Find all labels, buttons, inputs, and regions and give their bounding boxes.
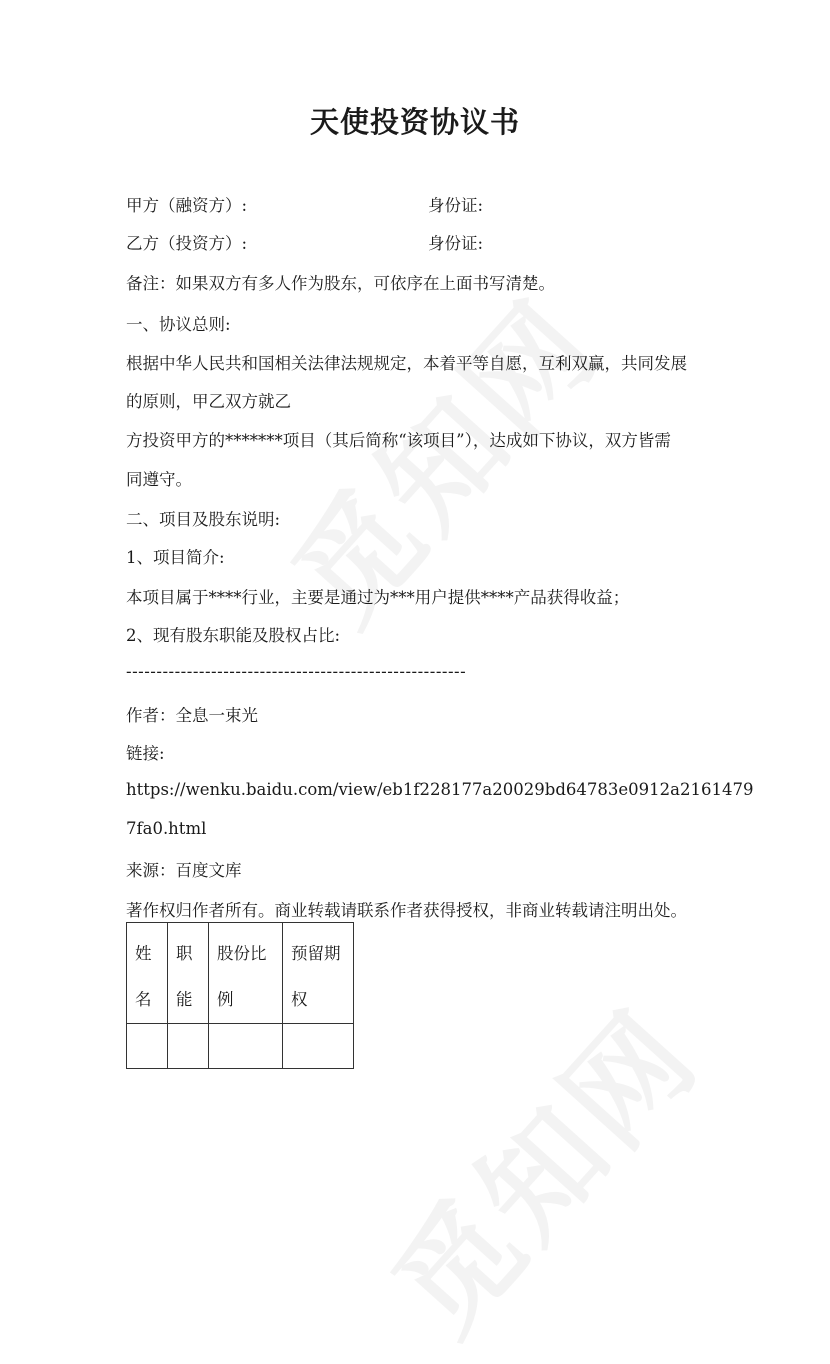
header-cell-role: 职能 <box>168 923 209 1024</box>
item2-heading: 2、现有股东职能及股权占比: <box>126 626 341 645</box>
party-b-label: 乙方（投资方）: <box>126 234 248 253</box>
table-cell <box>283 1024 354 1069</box>
party-a-id-label: 身份证: <box>428 196 484 215</box>
header-cell-name: 姓名 <box>127 923 168 1024</box>
section2-heading: 二、项目及股东说明: <box>126 510 281 529</box>
section1-paragraph-line: 同遵守。 <box>126 470 192 489</box>
section1-heading: 一、协议总则: <box>126 315 231 334</box>
source-line: 来源：百度文库 <box>126 861 242 880</box>
document-title: 天使投资协议书 <box>309 105 520 139</box>
item1-text: 本项目属于****行业，主要是通过为***用户提供****产品获得收益； <box>126 588 630 607</box>
divider-line: -------------------------------------------------------- <box>126 662 467 681</box>
section1-paragraph-line: 根据中华人民共和国相关法律法规规定，本着平等自愿，互利双赢，共同发展 <box>126 354 687 373</box>
section1-paragraph-line: 的原则，甲乙双方就乙 <box>126 392 291 411</box>
table-header-row <box>127 923 354 1024</box>
author-line: 作者：全息一束光 <box>126 706 258 725</box>
item1-heading: 1、项目简介: <box>126 548 225 567</box>
note-text: 备注：如果双方有多人作为股东，可依序在上面书写清楚。 <box>126 274 555 293</box>
header-cell-reserved-options: 预留期权 <box>283 923 354 1024</box>
shareholder-table <box>126 922 354 1069</box>
table-cell <box>127 1024 168 1069</box>
section1-paragraph-line: 方投资甲方的*******项目（其后简称“该项目”），达成如下协议，双方皆需 <box>126 431 671 450</box>
header-cell-share-ratio: 股份比例 <box>209 923 283 1024</box>
link-url-line2[interactable]: 7fa0.html <box>126 819 207 838</box>
copyright-line: 著作权归作者所有。商业转载请联系作者获得授权，非商业转载请注明出处。 <box>126 901 687 920</box>
party-b-id-label: 身份证: <box>428 234 484 253</box>
table-cell <box>168 1024 209 1069</box>
party-a-label: 甲方（融资方）: <box>126 196 248 215</box>
watermark <box>349 968 730 1364</box>
table-cell <box>209 1024 283 1069</box>
table-row <box>127 1024 354 1069</box>
link-url-line1[interactable]: https://wenku.baidu.com/view/eb1f228177a20029bd64783e0912a2161479 <box>126 780 754 799</box>
link-label: 链接: <box>126 744 165 763</box>
